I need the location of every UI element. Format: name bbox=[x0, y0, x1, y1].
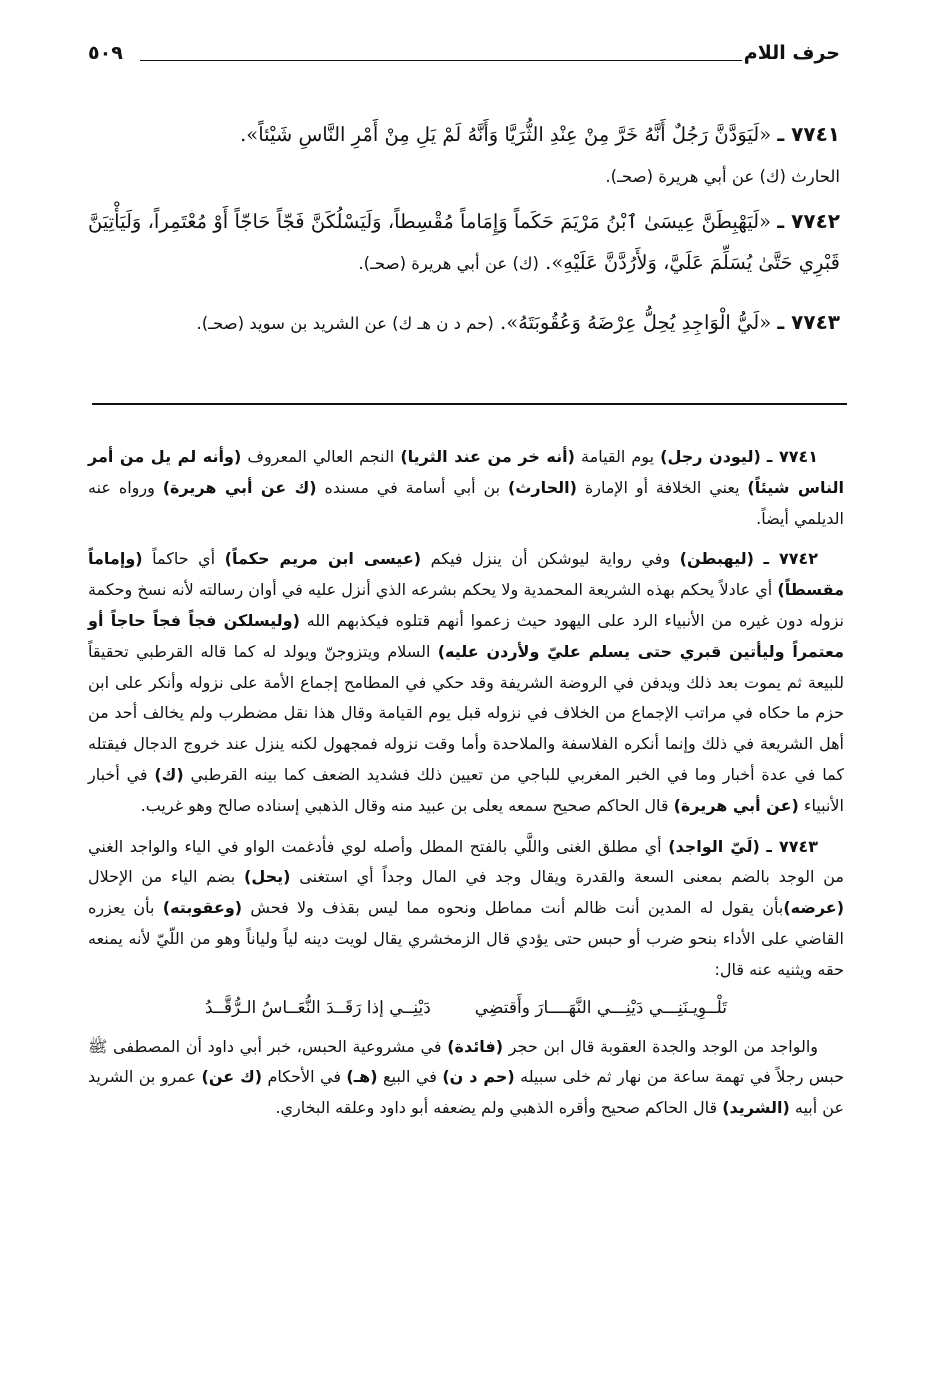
section-divider bbox=[92, 403, 847, 405]
gloss: يوم القيامة bbox=[574, 447, 661, 466]
gloss: وفي رواية ليوشكن أن ينزل فيكم bbox=[421, 549, 680, 569]
hadith-text: «لَيَوَدَّنَّ رَجُلٌ أَنَّهُ خَرَّ مِنْ عِنْدِ الثُّرَيَّا وَأَنَّهُ لَمْ يَلِ مِنْ أَمْرِ النَّاسِ شَيْئاً». bbox=[240, 123, 772, 146]
lemma: (أنه خر من عند الثريا) bbox=[400, 447, 575, 466]
gloss: بن أبي أسامة في مسنده bbox=[316, 477, 509, 497]
hadith-number: ٧٧٤٣ ـ bbox=[777, 310, 840, 334]
commentary-7743-continued bbox=[88, 1032, 844, 1124]
verse-hemistich-1: تَلْــوِيـنَنِـــي دَيْنِـــي النَّهَــــارَ وأَقتضِي bbox=[474, 997, 728, 1018]
gloss: في أخبار الأنبياء bbox=[88, 764, 844, 815]
gloss: يعني الخلافة أو الإمارة bbox=[576, 477, 748, 497]
gloss: النجم العالي المعروف bbox=[241, 447, 401, 466]
lemma: (عيسى ابن مريم حكماً) bbox=[224, 549, 422, 569]
hadith-source: (ك) عن أبي هريرة (صحـ). bbox=[358, 254, 539, 273]
verse-hemistich-2: دَيْنِــي إذا رَقَــدَ النُّعَــاسُ الـرُّقَّــدُ bbox=[204, 997, 431, 1018]
gloss: أي حاكماً bbox=[142, 549, 225, 569]
hadith-7743 bbox=[88, 302, 840, 344]
lemma: (ك) bbox=[154, 764, 184, 784]
gloss: قال الحاكم صحيح سمعه يعلى بن عبيد منه وقال الذهبي إسناده صالح وهو غريب. bbox=[140, 795, 674, 815]
lemma: (وأنه لم يل من أمر الناس شيئاً) bbox=[88, 447, 845, 497]
hadith-text: «لَيَهْبِطَنَّ عِيسَىٰ ٱبْنُ مَرْيَمَ حَكَماً وَإِمَاماً مُقْسِطاً، وَلَيَسْلُكَنَّ فَجّاً حَاجّاً أَوْ مُعْتَمِراً، وَلَيَأْتِيَنَّ قَبْرِي حَتَّىٰ يُسَلِّمَ عَلَيَّ، وَلأَرُدَّنَّ عَلَيْهِ». bbox=[88, 210, 840, 274]
commentary-7742 bbox=[88, 544, 844, 821]
hadith-source: (حم د ن هـ ك) عن الشريد بن سويد (صحـ). bbox=[196, 314, 494, 333]
gloss: بضم الياء من الإحلال bbox=[88, 867, 245, 887]
lemma: (وإماماً مقسطاً) bbox=[88, 549, 844, 600]
lemma: (ليودن رجل) bbox=[660, 447, 761, 466]
gloss: في الأحكام bbox=[262, 1067, 347, 1087]
lemma: (لَيّ الواجد) bbox=[668, 836, 760, 856]
lemma: (وليسلكن فجاً فجاً حاجاً أو معتمراً وليأتين قبري حتى يسلم عليّ ولأردن عليه) bbox=[88, 610, 844, 661]
lemma: (فائدة) bbox=[447, 1036, 504, 1056]
commentary-section bbox=[88, 442, 844, 1134]
gloss: ورواه عنه الديلمي أيضاً. bbox=[88, 477, 844, 528]
gloss: في البيع bbox=[377, 1067, 443, 1087]
commentary-7741 bbox=[88, 442, 844, 534]
lemma: (عن أبي هريرة) bbox=[673, 795, 799, 815]
chapter-title: حرف اللام bbox=[743, 42, 840, 64]
hadith-number: ٧٧٤١ ـ bbox=[777, 122, 840, 146]
lemma: (الشريد) bbox=[722, 1098, 790, 1118]
gloss: والواجد من الوجد والجدة العقوبة قال ابن حجر bbox=[503, 1036, 818, 1056]
gloss: عمرو بن الشريد عن أبيه bbox=[88, 1067, 844, 1118]
gloss: أي عادلاً يحكم بهذه الشريعة المحمدية ولا يحكم بشرعه الذي أنزل عليه في أوان رسالته لأنه نسخ وحكمة نزوله دون غيره من الأنبياء الرد على اليهود حيث زعموا أنهم قتلوه فيكذبهم الله bbox=[88, 580, 844, 630]
lemma: (وعقوبته) bbox=[162, 898, 243, 918]
lemma: (هـ) bbox=[346, 1067, 378, 1087]
lemma: (عرضه) bbox=[783, 898, 845, 918]
lemma: (ك عن أبي هريرة) bbox=[162, 477, 317, 497]
hadith-number: ٧٧٤٢ ـ bbox=[777, 209, 840, 233]
gloss: بأن يقول له المدين أنت ظالم أنت مماطل ونحوه مما ليس بقذف ولا فحش bbox=[242, 898, 784, 918]
commentary-7743 bbox=[88, 832, 844, 986]
hadith-7741 bbox=[88, 114, 840, 197]
lemma: (حم د ن) bbox=[442, 1067, 515, 1087]
hadith-text: «لَيُّ الْوَاجِدِ يُحِلُّ عِرْضَهُ وَعُقُوبَتَهُ». bbox=[500, 311, 772, 334]
lemma: (ليهبطن) bbox=[679, 549, 754, 569]
gloss: السلام ويتزوجنّ ويولد له كما قاله القرطبي تحقيقاً للبيعة ثم يموت بعد ذلك ويدفن في الروضة الشريفة وقد حكي في المطامح إجماع الأمة على نزوله وأنكر على ابن حزم ما حكاه في مراتب الإجماع من الخلاف في نزوله قبل يوم القيامة وقال هذا نقل مضطرب ولم يخالف أحد من أهل الشريعة في ذلك وإنما أنكره الفلاسفة والملاحدة وأما وقت نزوله فمجهول لكنه ينزل عند خروج الدجال فيقتله كما في عدة أخبار وما في الخبر المغربي للباجي من تعيين ذلك فشديد الضعف كما بينه القرطبي bbox=[88, 641, 845, 784]
lemma: (ك عن) bbox=[201, 1067, 263, 1087]
commentary-number: ٧٧٤٣ ـ bbox=[766, 836, 819, 856]
hadith-7742 bbox=[88, 201, 840, 284]
header-rule bbox=[140, 60, 742, 61]
page-number: ٥٠٩ bbox=[88, 42, 123, 64]
gloss: قال الحاكم صحيح وأقره الذهبي ولم يضعفه أبو داود وعلقه البخاري. bbox=[275, 1098, 723, 1118]
commentary-number: ٧٧٤١ ـ bbox=[766, 447, 818, 466]
hadith-source: الحارث (ك) عن أبي هريرة (صحـ). bbox=[605, 167, 840, 186]
gloss: أي مطلق الغنى واللَّي بالفتح المطل وأصله لوي فأدغمت الواو في الياء والواجد الغني من الوجد بالضم بمعنى السعة والقدرة ويقال وجد في المال وجداً أي استغنى bbox=[88, 836, 844, 887]
gloss: بأن يعزره القاضي على الأداء بنحو ضرب أو حبس حتى يؤدي قال الزمخشري يقال لويت دينه لياً ولياناً وهو من اللّيّ لأنه يمنعه حقه ويثنيه عنه قال: bbox=[88, 898, 844, 979]
lemma: (يحل) bbox=[244, 867, 291, 887]
poetry-verse bbox=[88, 990, 844, 1026]
lemma: (الحارث) bbox=[508, 477, 577, 497]
page-header bbox=[88, 38, 840, 74]
commentary-number: ٧٧٤٢ ـ bbox=[763, 549, 818, 569]
gloss: في مشروعية الحبس، خبر أبي داود أن المصطفى ﷺ حبس رجلاً في تهمة ساعة من نهار ثم خلى سبيله bbox=[88, 1036, 845, 1087]
